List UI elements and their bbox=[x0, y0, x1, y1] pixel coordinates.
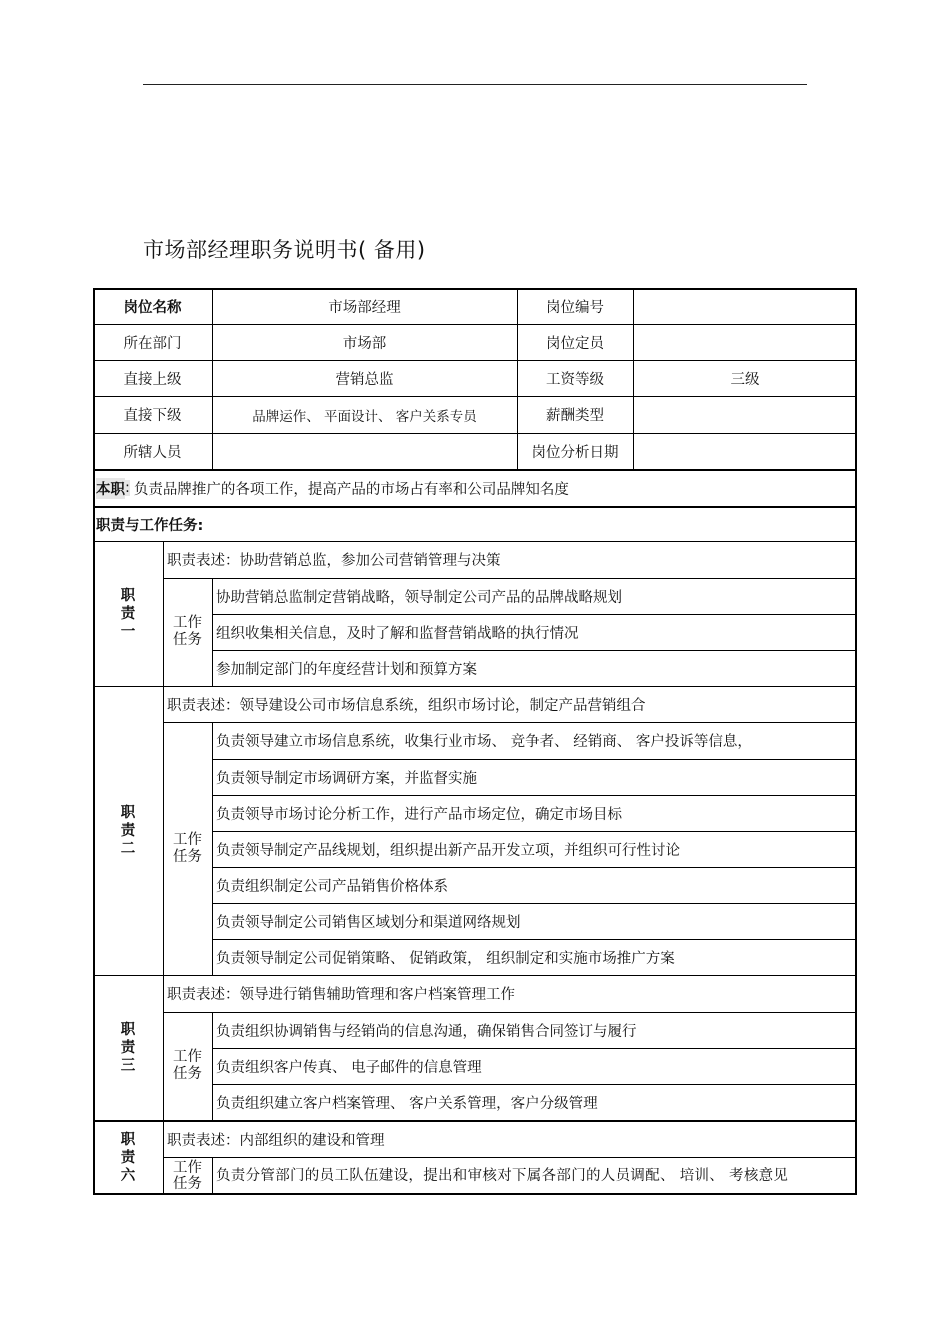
label-direct-superior: 直接上级 bbox=[123, 371, 182, 388]
duty-1-task-3: 参加制定部门的年度经营计划和预算方案 bbox=[216, 661, 477, 678]
task-label-line: 任务 bbox=[173, 848, 202, 865]
value-pay-type bbox=[633, 396, 857, 433]
duty-1-task-2: 组织收集相关信息，及时了解和监督营销战略的执行情况 bbox=[216, 625, 579, 642]
duty-2-task-6: 负责领导制定公司销售区域划分和渠道网络规划 bbox=[216, 914, 521, 931]
duty-3-task-2: 负责组织客户传真、 电子邮件的信息管理 bbox=[216, 1059, 482, 1076]
duty-2-statement: 职责表述：领导建设公司市场信息系统，组织市场讨论，制定产品营销组合 bbox=[167, 697, 646, 714]
main-duty-row bbox=[93, 470, 857, 506]
duty-3-task-3: 负责组织建立客户档案管理、 客户关系管理，客户分级管理 bbox=[216, 1095, 598, 1112]
label-pay-type: 薪酬类型 bbox=[546, 408, 604, 424]
task-label-line: 任务 bbox=[173, 1066, 202, 1082]
duty-2-task-2: 负责领导制定市场调研方案，并监督实施 bbox=[216, 770, 477, 787]
task-label-line: 工作 bbox=[173, 1049, 202, 1065]
duty-name-char: 责 bbox=[120, 1039, 136, 1056]
duty-2-task-1: 负责领导建立市场信息系统，收集行业市场、 竞争者、 经销商、 客户投诉等信息， bbox=[216, 734, 752, 750]
duty-name-char: 责 bbox=[120, 1150, 136, 1166]
label-department: 所在部门 bbox=[123, 335, 182, 352]
value-headcount bbox=[633, 324, 857, 360]
value-department: 市场部 bbox=[342, 335, 387, 352]
duty-name-char: 二 bbox=[120, 840, 136, 857]
main-duty-text: 负责品牌推广的各项工作，提高产品的市场占有率和公司品牌知名度 bbox=[133, 481, 569, 498]
duty-6-task-label bbox=[163, 1157, 212, 1195]
task-label-line: 工作 bbox=[173, 831, 202, 848]
value-position-number bbox=[633, 288, 857, 324]
document-title: 市场部经理职务说明书( 备用) bbox=[143, 238, 426, 262]
duty-name-char: 职 bbox=[120, 1132, 136, 1148]
section-header: 职责与工作任务: bbox=[96, 517, 204, 534]
task-label-line: 任务 bbox=[173, 1176, 202, 1192]
header-rule bbox=[143, 84, 807, 85]
duty-name-char: 责 bbox=[120, 822, 136, 839]
label-direct-subordinates: 直接下级 bbox=[123, 408, 182, 424]
duty-name-char: 职 bbox=[120, 804, 136, 821]
duty-1-task-label bbox=[163, 578, 212, 686]
label-salary-grade: 工资等级 bbox=[546, 371, 604, 388]
value-analysis-date bbox=[633, 433, 857, 469]
duty-name-char: 六 bbox=[120, 1168, 136, 1184]
duty-2-task-5: 负责组织制定公司产品销售价格体系 bbox=[216, 878, 448, 895]
label-position-number: 岗位编号 bbox=[546, 299, 604, 316]
duty-name-char: 职 bbox=[120, 1021, 136, 1038]
duty-6-name bbox=[93, 1121, 163, 1195]
duty-2-task-label bbox=[163, 722, 212, 975]
main-duty-colon: : bbox=[125, 480, 130, 496]
duty-2-name bbox=[93, 686, 163, 975]
duty-name-char: 职 bbox=[120, 587, 136, 604]
duty-3-task-label bbox=[163, 1012, 212, 1120]
duty-6-task-1: 负责分管部门的员工队伍建设，提出和审核对下属各部门的人员调配、 培训、 考核意见 bbox=[216, 1168, 789, 1184]
value-position-name: 市场部经理 bbox=[328, 299, 401, 316]
duty-name-char: 责 bbox=[120, 605, 136, 622]
value-direct-superior: 营销总监 bbox=[335, 371, 394, 388]
duty-1-name bbox=[93, 541, 163, 686]
duty-name-char: 三 bbox=[120, 1057, 136, 1074]
duty-1-statement: 职责表述：协助营销总监，参加公司营销管理与决策 bbox=[167, 553, 501, 569]
duty-3-name bbox=[93, 975, 163, 1120]
duty-2-task-7: 负责领导制定公司促销策略、 促销政策， 组织制定和实施市场推广方案 bbox=[216, 950, 675, 967]
duty-3-task-1: 负责组织协调销售与经销尚的信息沟通，确保销售合同签订与履行 bbox=[216, 1023, 637, 1040]
label-analysis-date: 岗位分析日期 bbox=[531, 444, 619, 461]
main-duty-label: 本职 bbox=[96, 478, 125, 499]
duty-3-statement: 职责表述：领导进行销售辅助管理和客户档案管理工作 bbox=[167, 987, 515, 1003]
task-label-line: 任务 bbox=[173, 632, 202, 648]
label-position-name: 岗位名称 bbox=[123, 299, 182, 316]
duty-6-statement: 职责表述：内部组织的建设和管理 bbox=[167, 1132, 385, 1149]
label-headcount: 岗位定员 bbox=[546, 335, 604, 352]
value-staff-under bbox=[212, 433, 517, 469]
task-label-line: 工作 bbox=[173, 615, 202, 631]
label-staff-under: 所辖人员 bbox=[123, 444, 182, 461]
duty-2-task-3: 负责领导市场讨论分析工作，进行产品市场定位，确定市场目标 bbox=[216, 806, 622, 823]
duty-name-char: 一 bbox=[120, 623, 136, 640]
duty-2-task-4: 负责领导制定产品线规划，组织提出新产品开发立项，并组织可行性讨论 bbox=[216, 842, 680, 859]
duty-1-task-1: 协助营销总监制定营销战略，领导制定公司产品的品牌战略规划 bbox=[216, 589, 622, 606]
value-direct-subordinates: 品牌运作、 平面设计、 客户关系专员 bbox=[252, 408, 477, 425]
task-label-line: 工作 bbox=[173, 1160, 202, 1176]
value-salary-grade: 三级 bbox=[730, 371, 760, 388]
